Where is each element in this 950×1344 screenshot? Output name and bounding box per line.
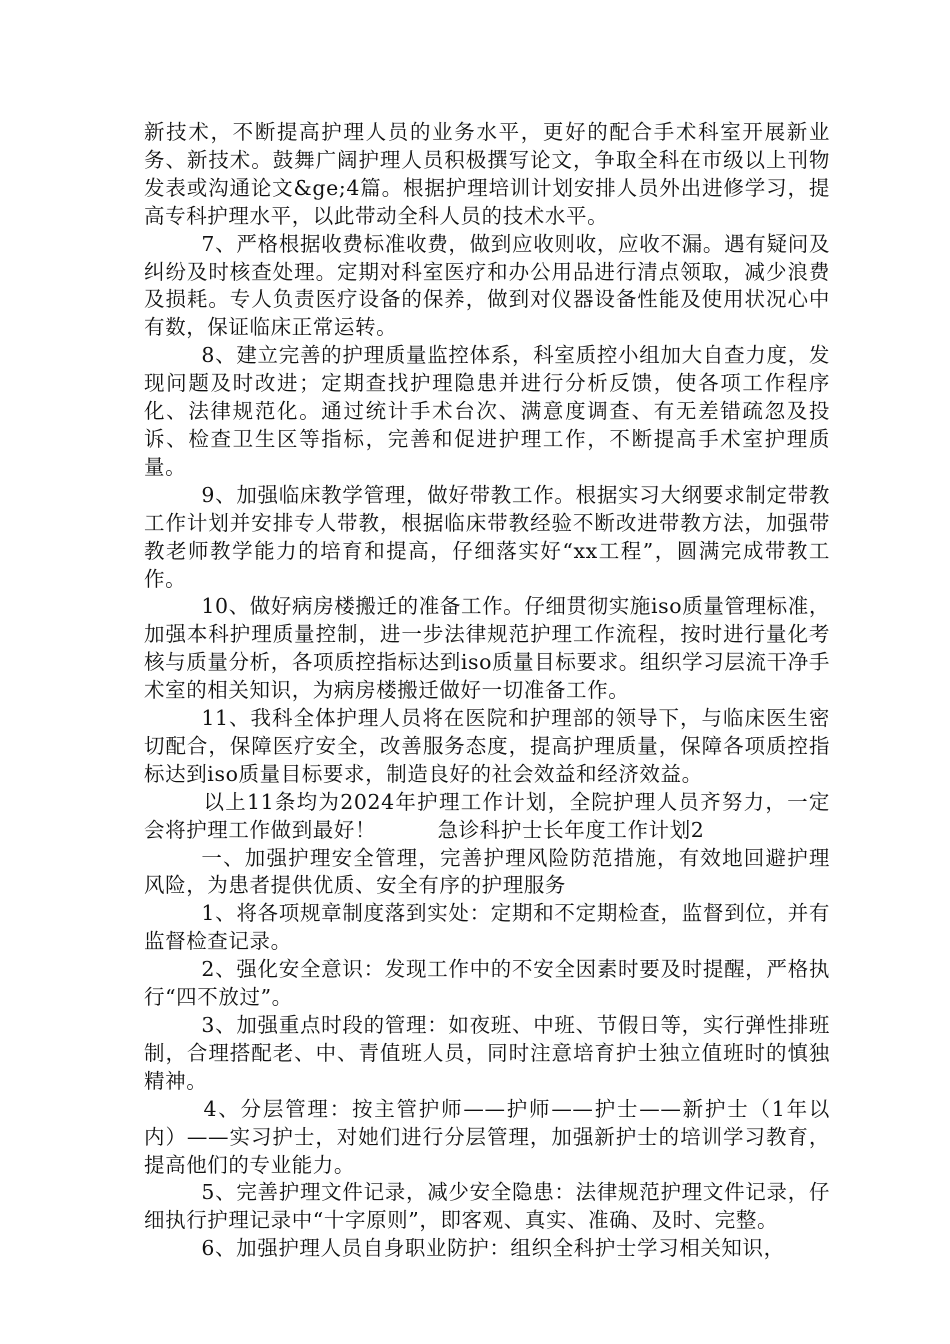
section-title: 急诊科护士长年度工作计划2 — [437, 817, 705, 842]
document-body — [144, 119, 830, 1263]
paragraph-item-6: 6、加强护理人员自身职业防护：组织全科护士学习相关知识， — [201, 1236, 785, 1261]
paragraph-item-8: 8、建立完善的护理质量监控体系，科室质控小组加大自查力度，发现问题及时改进；定期查找护理隐患并进行分析反馈，使各项工作程序化、法律规范化。通过统计手术台次、满意度调查、有无差错疏忽及投诉、检查卫生区等指标，完善和促进护理工作，不断提高手术室护理质量。 — [144, 343, 830, 479]
paragraph-item-5: 5、完善护理文件记录，减少安全隐患：法律规范护理文件记录，仔细执行护理记录中“十字原则”，即客观、真实、准确、及时、完整。 — [144, 1180, 830, 1233]
paragraph-item-10: 10、做好病房楼搬迁的准备工作。仔细贯彻实施iso质量管理标准，加强本科护理质量控制，进一步法律规范护理工作流程，按时进行量化考核与质量分析，各项质控指标达到iso质量目标要求。组织学习层流干净手术室的相关知识，为病房楼搬迁做好一切准备工作。 — [144, 594, 830, 703]
paragraph-summary — [144, 789, 830, 845]
paragraph-section-one: 一、加强护理安全管理，完善护理风险防范措施，有效地回避护理风险，为患者提供优质、安全有序的护理服务 — [144, 845, 830, 898]
summary-text: 以上11条均为2024年护理工作计划，全院护理人员齐努力，一定会将护理工作做到最好！ — [144, 789, 830, 842]
paragraph-item-9: 9、加强临床教学管理，做好带教工作。根据实习大纲要求制定带教工作计划并安排专人带教，根据临床带教经验不断改进带教方法，加强带教老师教学能力的培育和提高，仔细落实好“xx工程”，圆满完成带教工作。 — [144, 482, 830, 591]
paragraph-item-3: 3、加强重点时段的管理：如夜班、中班、节假日等，实行弹性排班制，合理搭配老、中、青值班人员，同时注意培育护士独立值班时的慎独精神。 — [144, 1013, 830, 1093]
paragraph-item-2: 2、强化安全意识：发现工作中的不安全因素时要及时提醒，严格执行“四不放过”。 — [144, 957, 830, 1010]
paragraph-item-7: 7、严格根据收费标准收费，做到应收则收，应收不漏。遇有疑问及纠纷及时核查处理。定期对科室医疗和办公用品进行清点领取，减少浪费及损耗。专人负责医疗设备的保养，做到对仪器设备性能及使用状况心中有数，保证临床正常运转。 — [144, 231, 830, 340]
paragraph-continuation: 新技术，不断提高护理人员的业务水平，更好的配合手术科室开展新业务、新技术。鼓舞广阔护理人员积极撰写论文，争取全科在市级以上刊物发表或沟通论文&ge;4篇。根据护理培训计划安排人员外出进修学习，提高专科护理水平，以此带动全科人员的技术水平。 — [144, 120, 830, 228]
paragraph-item-4: 4、分层管理：按主管护师——护师——护士——新护士（1年以内）——实习护士，对她们进行分层管理，加强新护士的培训学习教育，提高他们的专业能力。 — [144, 1096, 830, 1177]
paragraph-item-1: 1、将各项规章制度落到实处：定期和不定期检查，监督到位，并有监督检查记录。 — [144, 901, 830, 954]
paragraph-item-11: 11、我科全体护理人员将在医院和护理部的领导下，与临床医生密切配合，保障医疗安全，改善服务态度，提高护理质量，保障各项质控指标达到iso质量目标要求，制造良好的社会效益和经济效益。 — [144, 706, 830, 786]
